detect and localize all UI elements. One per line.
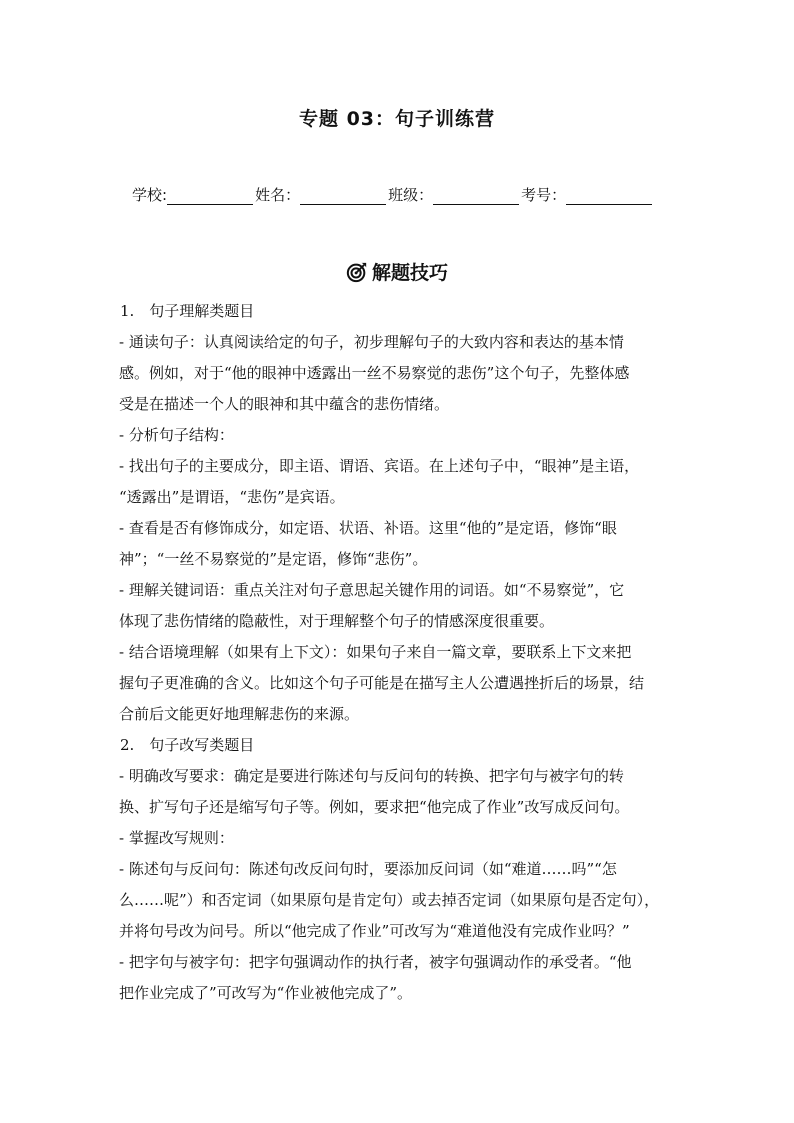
text-line: 换、扩写句子还是缩写句子等。例如，要求把“他完成了作业”改写成反问句。 [119,798,630,816]
text-line: - 掌握改写规则： [119,829,234,847]
text-line: - 找出句子的主要成分，即主语、谓语、宾语。在上述句子中，“眼神”是主语， [119,457,640,475]
text-line: 受是在描述一个人的眼神和其中蕴含的悲伤情绪。 [119,395,450,413]
text-line: - 结合语境理解（如果有上下文）：如果句子来自一篇文章，要联系上下文来把 [119,643,632,661]
section-heading-text: 解题技巧 [371,262,448,284]
student-info-row [132,184,654,205]
text-line: - 分析句子结构： [119,426,234,444]
name-blank[interactable] [300,186,386,205]
text-line: - 把字句与被字句：把字句强调动作的执行者，被字句强调动作的承受者。“他 [119,953,632,971]
text-line: 2. 句子改写类题目 [120,736,255,754]
text-line: 么……呢”）和否定词（如果原句是肯定句）或去掉否定词（如果原句是否定句）， [119,891,660,909]
text-line: - 查看是否有修饰成分，如定语、状语、补语。这里“他的”是定语，修饰“眼 [119,519,617,537]
text-line: - 陈述句与反问句：陈述句改反问句时，要添加反问词（如“难道……吗”“怎 [119,860,617,878]
text-line: 体现了悲伤情绪的隐蔽性，对于理解整个句子的情感深度很重要。 [119,612,555,630]
name-label: 姓名： [255,186,301,204]
school-blank[interactable] [167,186,253,205]
text-line: “透露出”是谓语，“悲伤”是宾语。 [119,488,345,506]
document-title: 专题 03：句子训练营 [298,108,496,130]
text-line: 并将句号改为问号。所以“他完成了作业”可改写为“难道他没有完成作业吗？” [119,922,630,940]
text-line: 握句子更准确的含义。比如这个句子可能是在描写主人公遭遇挫折后的场景，结 [119,674,645,692]
text-line: 感。例如，对于“他的眼神中透露出一丝不易察觉的悲伤”这个句子，先整体感 [119,364,630,382]
text-line: 神”；“一丝不易察觉的”是定语，修饰“悲伤”。 [119,550,428,568]
class-label: 班级： [388,186,434,204]
school-label: 学校: [132,186,168,204]
target-icon [346,261,368,283]
text-line: 合前后文能更好地理解悲伤的来源。 [119,705,360,723]
class-blank[interactable] [433,186,519,205]
exam-number-label: 考号： [521,186,567,204]
text-line: - 明确改写要求：确定是要进行陈述句与反问句的转换、把字句与被字句的转 [119,767,624,785]
text-line: 把作业完成了”可改写为“作业被他完成了”。 [119,984,413,1002]
text-line: - 理解关键词语：重点关注对句子意思起关键作用的词语。如“不易察觉”，它 [119,581,625,599]
exam-number-blank[interactable] [566,186,652,205]
body-text [119,296,679,1009]
section-heading [0,258,794,285]
text-line: 1. 句子理解类题目 [120,302,255,320]
text-line: - 通读句子：认真阅读给定的句子，初步理解句子的大致内容和表达的基本情 [119,333,624,351]
